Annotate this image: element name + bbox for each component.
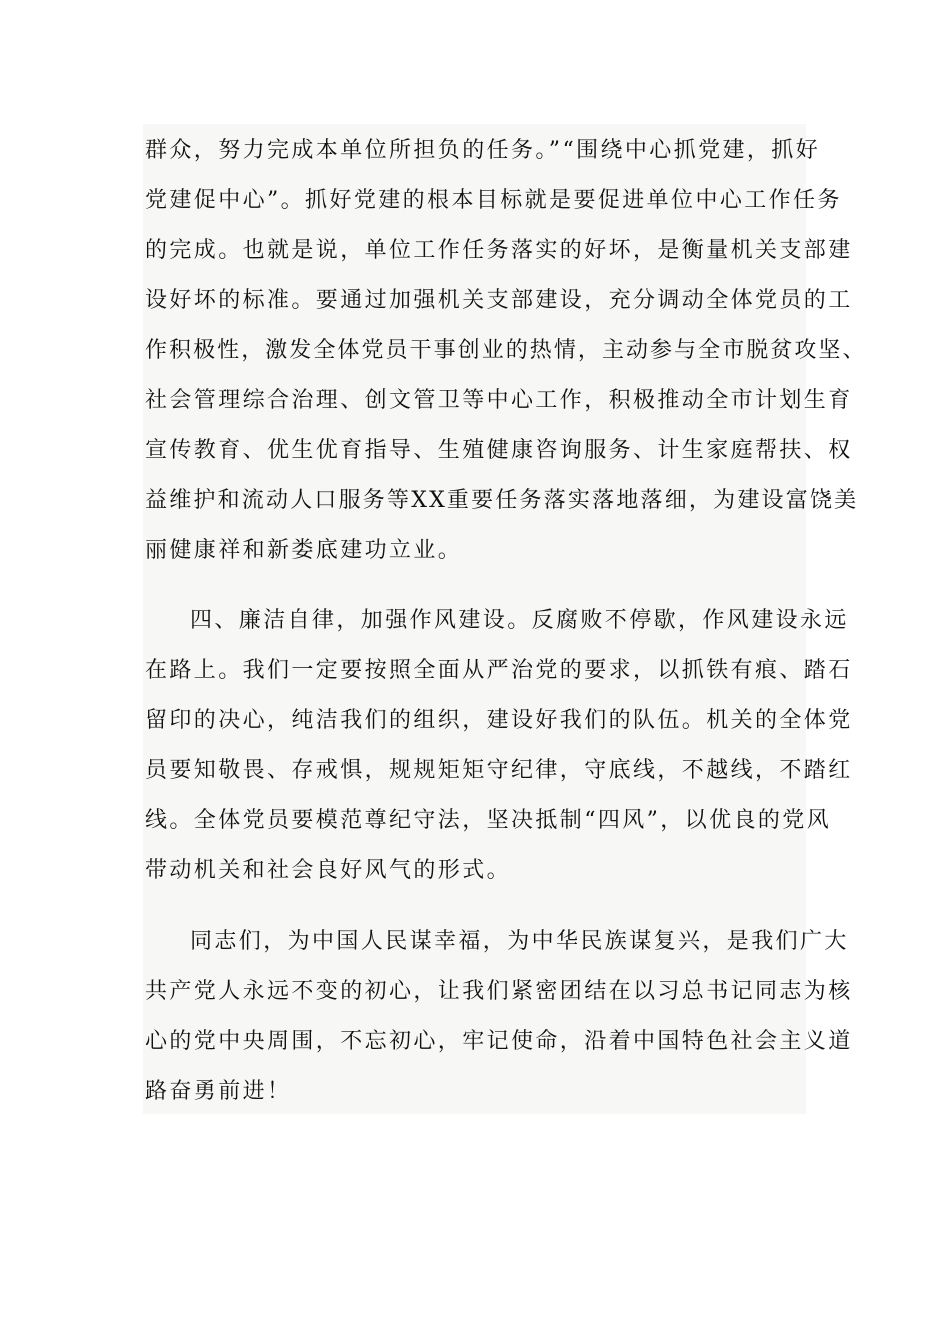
paragraph-1-line-1: 群众，努力完成本单位所担负的任务。”“围绕中心抓党建，抓好 bbox=[145, 138, 821, 163]
paragraph-3-line-2: 共产党人永远不变的初心，让我们紧密团结在以习总书记同志为核 bbox=[145, 979, 853, 1004]
paragraph-2-line-2: 在路上。我们一定要按照全面从严治党的要求，以抓铁有痕、踏石 bbox=[145, 658, 853, 683]
paragraph-3-line-3: 心的党中央周围，不忘初心，牢记使命，沿着中国特色社会主义道 bbox=[145, 1029, 853, 1054]
paragraph-1-line-3: 的完成。也就是说，单位工作任务落实的好坏，是衡量机关支部建 bbox=[145, 238, 853, 263]
paragraph-3-line-4: 路奋勇前进！ bbox=[145, 1079, 292, 1104]
paragraph-2-line-4: 员要知敬畏、存戒惧，规规矩矩守纪律，守底线，不越线，不踏红 bbox=[145, 758, 853, 783]
paragraph-2-line-3: 留印的决心，纯洁我们的组织，建设好我们的队伍。机关的全体党 bbox=[145, 708, 853, 733]
paragraph-1-line-5: 作积极性，激发全体党员干事创业的热情，主动参与全市脱贫攻坚、 bbox=[145, 338, 867, 363]
paragraph-1-line-7: 宣传教育、优生优育指导、生殖健康咨询服务、计生家庭帮扶、权 bbox=[145, 438, 853, 463]
paragraph-1-line-8: 益维护和流动人口服务等XX重要任务落实落地落细，为建设富饶美 bbox=[145, 488, 859, 513]
paragraph-2-line-5: 线。全体党员要模范尊纪守法，坚决抵制“四风”，以优良的党风 bbox=[145, 808, 832, 833]
paragraph-3-line-1: 同志们，为中国人民谋幸福，为中华民族谋复兴，是我们广大 bbox=[190, 929, 849, 954]
paragraph-2-line-1: 四、廉洁自律，加强作风建设。反腐败不停歇，作风建设永远 bbox=[190, 608, 849, 633]
paragraph-1-line-2: 党建促中心”。抓好党建的根本目标就是要促进单位中心工作任务 bbox=[145, 188, 842, 213]
paragraph-1-line-4: 设好坏的标准。要通过加强机关支部建设，充分调动全体党员的工 bbox=[145, 288, 853, 313]
paragraph-1-line-6: 社会管理综合治理、创文管卫等中心工作，积极推动全市计划生育 bbox=[145, 388, 853, 413]
paragraph-1-line-9: 丽健康祥和新娄底建功立业。 bbox=[145, 538, 463, 563]
paragraph-2-line-6: 带动机关和社会良好风气的形式。 bbox=[145, 858, 512, 883]
